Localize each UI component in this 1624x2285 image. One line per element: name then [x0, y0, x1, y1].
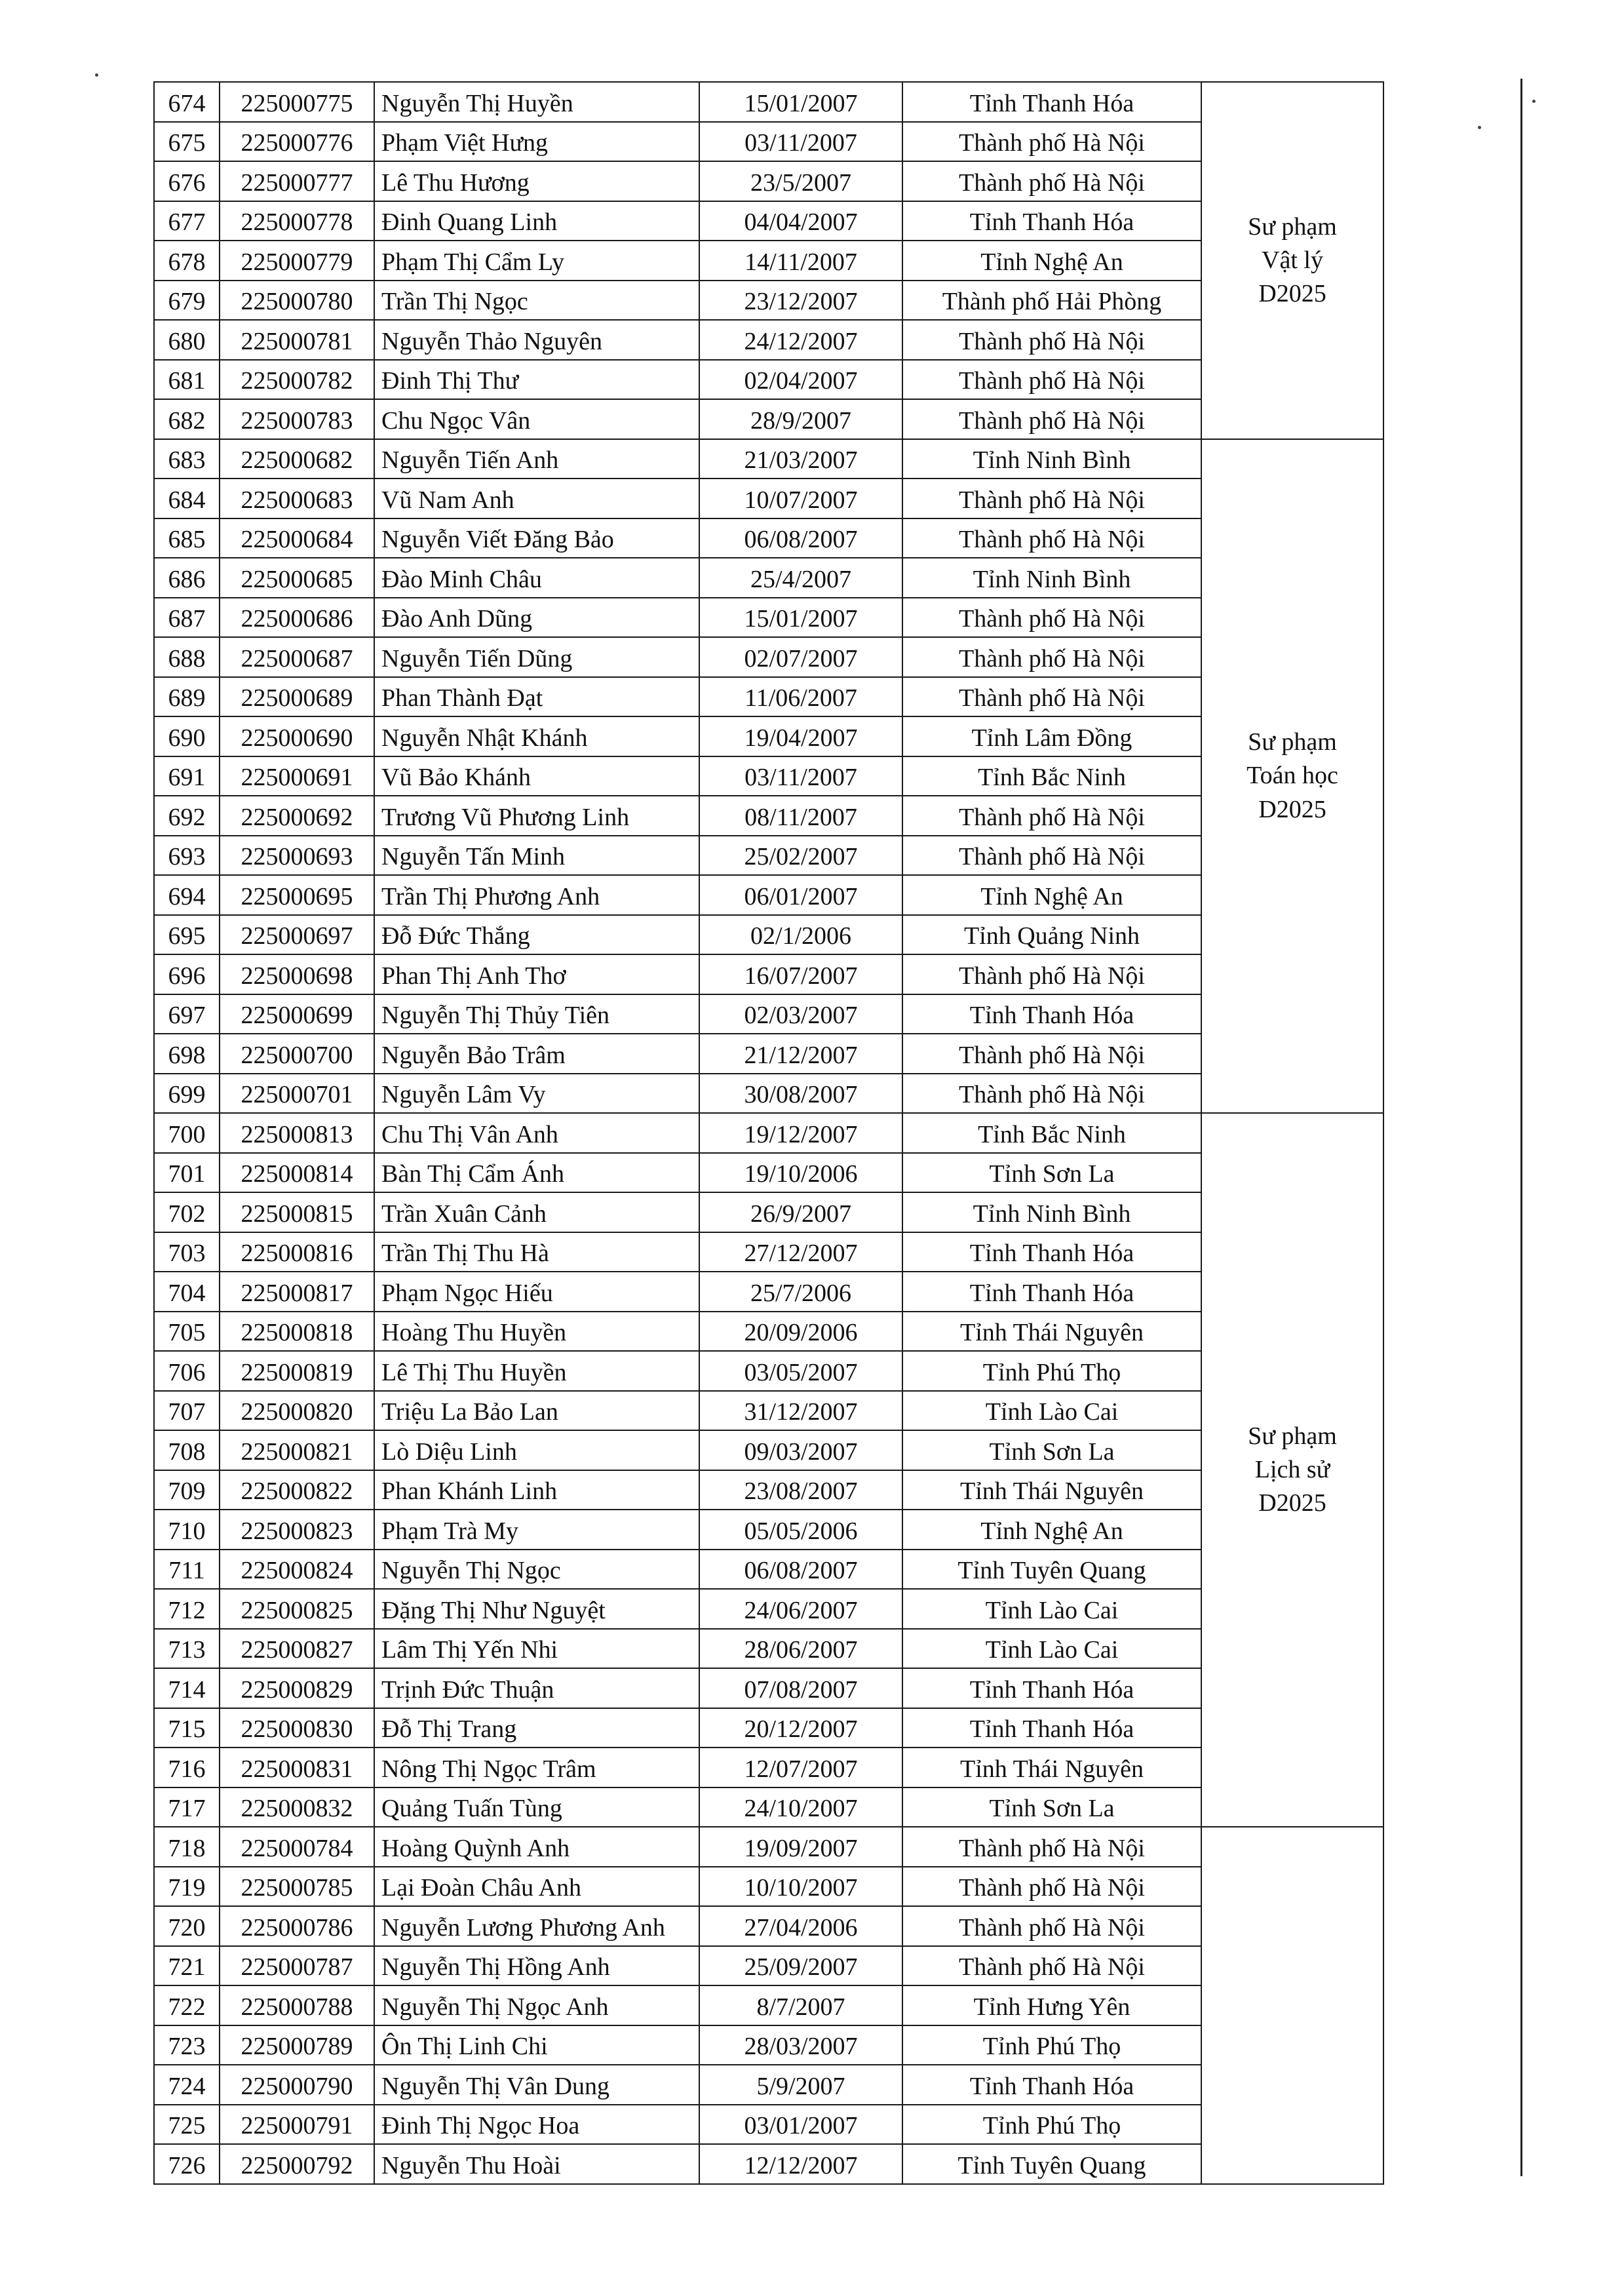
birth-date-cell: 27/04/2006	[699, 1905, 903, 1947]
program-group-cell	[1201, 1826, 1384, 2185]
scan-speck	[1478, 126, 1481, 129]
student-code-cell: 225000790	[219, 2064, 375, 2105]
hometown-cell: Thành phố Hà Nội	[902, 478, 1202, 519]
full-name-cell: Đào Minh Châu	[374, 557, 700, 598]
full-name-cell: Nguyễn Tiến Anh	[374, 439, 700, 479]
birth-date-cell: 24/12/2007	[699, 319, 903, 361]
student-code-cell: 225000830	[219, 1708, 375, 1748]
student-code-cell: 225000827	[219, 1628, 375, 1669]
hometown-cell: Thành phố Hà Nội	[902, 636, 1202, 678]
stt-cell: 703	[153, 1232, 220, 1272]
stt-cell: 704	[153, 1271, 220, 1312]
program-group-cell	[1201, 81, 1384, 440]
hometown-cell: Tỉnh Thanh Hóa	[902, 201, 1202, 241]
birth-date-cell: 06/08/2007	[699, 518, 903, 558]
stt-cell: 678	[153, 240, 220, 281]
birth-date-cell: 28/03/2007	[699, 2025, 903, 2065]
full-name-cell: Nguyễn Nhật Khánh	[374, 716, 700, 757]
birth-date-cell: 19/12/2007	[699, 1112, 903, 1154]
full-name-cell: Nguyễn Lâm Vy	[374, 1073, 700, 1114]
stt-cell: 677	[153, 201, 220, 241]
hometown-cell: Tỉnh Lào Cai	[902, 1588, 1202, 1630]
student-code-cell: 225000780	[219, 280, 375, 321]
student-code-cell: 225000820	[219, 1390, 375, 1431]
stt-cell: 679	[153, 280, 220, 321]
hometown-cell: Thành phố Hà Nội	[902, 835, 1202, 876]
stt-cell: 726	[153, 2143, 220, 2185]
stt-cell: 710	[153, 1509, 220, 1550]
full-name-cell: Trần Thị Ngọc	[374, 280, 700, 321]
full-name-cell: Quảng Tuấn Tùng	[374, 1787, 700, 1827]
stt-cell: 694	[153, 874, 220, 916]
stt-cell: 721	[153, 1945, 220, 1986]
full-name-cell: Phan Thành Đạt	[374, 676, 700, 717]
full-name-cell: Nguyễn Viết Đăng Bảo	[374, 518, 700, 558]
birth-date-cell: 30/08/2007	[699, 1073, 903, 1114]
program-group-cell	[1201, 1112, 1384, 1827]
birth-date-cell: 16/07/2007	[699, 954, 903, 995]
full-name-cell: Nguyễn Tiến Dũng	[374, 636, 700, 678]
student-code-cell: 225000777	[219, 161, 375, 202]
student-code-cell: 225000687	[219, 636, 375, 678]
birth-date-cell: 31/12/2007	[699, 1390, 903, 1431]
full-name-cell: Nguyễn Lương Phương Anh	[374, 1905, 700, 1947]
stt-cell: 718	[153, 1826, 220, 1867]
student-code-cell: 225000791	[219, 2104, 375, 2145]
student-code-cell: 225000787	[219, 1945, 375, 1986]
student-code-cell: 225000789	[219, 2025, 375, 2065]
stt-cell: 723	[153, 2025, 220, 2065]
student-code-cell: 225000698	[219, 954, 375, 995]
birth-date-cell: 19/04/2007	[699, 716, 903, 757]
scan-speck	[1532, 100, 1536, 103]
full-name-cell: Lê Thị Thu Huyền	[374, 1350, 700, 1392]
full-name-cell: Phạm Việt Hưng	[374, 121, 700, 162]
student-code-cell: 225000824	[219, 1549, 375, 1590]
program-group-line: Vật lý	[1262, 246, 1323, 274]
full-name-cell: Nguyễn Bảo Trâm	[374, 1033, 700, 1074]
student-code-cell: 225000775	[219, 81, 375, 123]
stt-cell: 680	[153, 319, 220, 361]
birth-date-cell: 02/04/2007	[699, 359, 903, 400]
student-code-cell: 225000693	[219, 835, 375, 876]
stt-cell: 719	[153, 1866, 220, 1907]
stt-cell: 707	[153, 1390, 220, 1431]
stt-cell: 725	[153, 2104, 220, 2145]
birth-date-cell: 25/09/2007	[699, 1945, 903, 1986]
stt-cell: 696	[153, 954, 220, 995]
student-code-cell: 225000686	[219, 597, 375, 638]
birth-date-cell: 24/06/2007	[699, 1588, 903, 1630]
student-code-cell: 225000792	[219, 2143, 375, 2185]
birth-date-cell: 19/10/2006	[699, 1152, 903, 1193]
full-name-cell: Đinh Thị Thư	[374, 359, 700, 400]
birth-date-cell: 02/1/2006	[699, 914, 903, 955]
birth-date-cell: 23/12/2007	[699, 280, 903, 321]
student-code-cell: 225000822	[219, 1470, 375, 1510]
birth-date-cell: 04/04/2007	[699, 201, 903, 241]
full-name-cell: Nguyễn Thu Hoài	[374, 2143, 700, 2185]
hometown-cell: Tỉnh Thanh Hóa	[902, 2064, 1202, 2105]
full-name-cell: Hoàng Quỳnh Anh	[374, 1826, 700, 1867]
student-code-cell: 225000781	[219, 319, 375, 361]
hometown-cell: Tỉnh Phú Thọ	[902, 2025, 1202, 2065]
full-name-cell: Đỗ Đức Thắng	[374, 914, 700, 955]
full-name-cell: Nguyễn Thị Thủy Tiên	[374, 994, 700, 1034]
stt-cell: 684	[153, 478, 220, 519]
hometown-cell: Tỉnh Ninh Bình	[902, 557, 1202, 598]
birth-date-cell: 21/03/2007	[699, 439, 903, 479]
student-code-cell: 225000818	[219, 1311, 375, 1352]
student-code-cell: 225000825	[219, 1588, 375, 1630]
hometown-cell: Tỉnh Lâm Đồng	[902, 716, 1202, 757]
stt-cell: 715	[153, 1708, 220, 1748]
hometown-cell: Thành phố Hà Nội	[902, 161, 1202, 202]
stt-cell: 691	[153, 756, 220, 796]
birth-date-cell: 07/08/2007	[699, 1668, 903, 1709]
hometown-cell: Thành phố Hà Nội	[902, 1866, 1202, 1907]
birth-date-cell: 20/09/2006	[699, 1311, 903, 1352]
student-code-cell: 225000689	[219, 676, 375, 717]
stt-cell: 702	[153, 1192, 220, 1233]
student-code-cell: 225000683	[219, 478, 375, 519]
birth-date-cell: 25/02/2007	[699, 835, 903, 876]
hometown-cell: Tỉnh Phú Thọ	[902, 2104, 1202, 2145]
stt-cell: 709	[153, 1470, 220, 1510]
birth-date-cell: 23/08/2007	[699, 1470, 903, 1510]
hometown-cell: Tỉnh Phú Thọ	[902, 1350, 1202, 1392]
birth-date-cell: 11/06/2007	[699, 676, 903, 717]
stt-cell: 685	[153, 518, 220, 558]
hometown-cell: Thành phố Hà Nội	[902, 359, 1202, 400]
full-name-cell: Hoàng Thu Huyền	[374, 1311, 700, 1352]
hometown-cell: Tỉnh Thanh Hóa	[902, 81, 1202, 123]
birth-date-cell: 26/9/2007	[699, 1192, 903, 1233]
birth-date-cell: 21/12/2007	[699, 1033, 903, 1074]
student-code-cell: 225000784	[219, 1826, 375, 1867]
hometown-cell: Tỉnh Bắc Ninh	[902, 756, 1202, 796]
stt-cell: 689	[153, 676, 220, 717]
full-name-cell: Bàn Thị Cẩm Ánh	[374, 1152, 700, 1193]
program-group-label	[1248, 1420, 1337, 1521]
student-code-cell: 225000788	[219, 1985, 375, 2026]
student-code-cell: 225000778	[219, 201, 375, 241]
full-name-cell: Nguyễn Tấn Minh	[374, 835, 700, 876]
birth-date-cell: 15/01/2007	[699, 597, 903, 638]
hometown-cell: Tỉnh Ninh Bình	[902, 439, 1202, 479]
scan-speck	[95, 73, 98, 77]
student-code-cell: 225000699	[219, 994, 375, 1034]
full-name-cell: Lại Đoàn Châu Anh	[374, 1866, 700, 1907]
birth-date-cell: 5/9/2007	[699, 2064, 903, 2105]
hometown-cell: Thành phố Hà Nội	[902, 121, 1202, 162]
student-code-cell: 225000785	[219, 1866, 375, 1907]
full-name-cell: Triệu La Bảo Lan	[374, 1390, 700, 1431]
stt-cell: 697	[153, 994, 220, 1034]
full-name-cell: Đinh Thị Ngọc Hoa	[374, 2104, 700, 2145]
birth-date-cell: 05/05/2006	[699, 1509, 903, 1550]
birth-date-cell: 14/11/2007	[699, 240, 903, 281]
hometown-cell: Tỉnh Lào Cai	[902, 1390, 1202, 1431]
program-group-line: Lịch sử	[1254, 1455, 1330, 1483]
student-code-cell: 225000682	[219, 439, 375, 479]
hometown-cell: Thành phố Hà Nội	[902, 597, 1202, 638]
hometown-cell: Thành phố Hà Nội	[902, 1905, 1202, 1947]
hometown-cell: Tỉnh Thanh Hóa	[902, 1708, 1202, 1748]
full-name-cell: Trần Xuân Cảnh	[374, 1192, 700, 1233]
full-name-cell: Đặng Thị Như Nguyệt	[374, 1588, 700, 1630]
stt-cell: 711	[153, 1549, 220, 1590]
program-group-line: Sư phạm	[1248, 1422, 1337, 1450]
student-code-cell: 225000691	[219, 756, 375, 796]
hometown-cell: Thành phố Hà Nội	[902, 1033, 1202, 1074]
stt-cell: 676	[153, 161, 220, 202]
student-code-cell: 225000815	[219, 1192, 375, 1233]
student-code-cell: 225000819	[219, 1350, 375, 1392]
full-name-cell: Nguyễn Thị Ngọc	[374, 1549, 700, 1590]
student-code-cell: 225000783	[219, 399, 375, 440]
hometown-cell: Tỉnh Hưng Yên	[902, 1985, 1202, 2026]
stt-cell: 716	[153, 1747, 220, 1788]
student-code-cell: 225000701	[219, 1073, 375, 1114]
hometown-cell: Tỉnh Quảng Ninh	[902, 914, 1202, 955]
birth-date-cell: 20/12/2007	[699, 1708, 903, 1748]
hometown-cell: Thành phố Hà Nội	[902, 1945, 1202, 1986]
hometown-cell: Tỉnh Tuyên Quang	[902, 1549, 1202, 1590]
birth-date-cell: 09/03/2007	[699, 1430, 903, 1471]
program-group-label	[1248, 210, 1337, 311]
stt-cell: 686	[153, 557, 220, 598]
hometown-cell: Tỉnh Thái Nguyên	[902, 1311, 1202, 1352]
student-code-cell: 225000685	[219, 557, 375, 598]
hometown-cell: Tỉnh Ninh Bình	[902, 1192, 1202, 1233]
full-name-cell: Trương Vũ Phương Linh	[374, 795, 700, 836]
full-name-cell: Đinh Quang Linh	[374, 201, 700, 241]
student-code-cell: 225000782	[219, 359, 375, 400]
birth-date-cell: 02/03/2007	[699, 994, 903, 1034]
birth-date-cell: 12/07/2007	[699, 1747, 903, 1788]
program-group-line: Sư phạm	[1248, 728, 1337, 756]
hometown-cell: Tỉnh Sơn La	[902, 1152, 1202, 1193]
full-name-cell: Lê Thu Hương	[374, 161, 700, 202]
stt-cell: 717	[153, 1787, 220, 1827]
stt-cell: 682	[153, 399, 220, 440]
hometown-cell: Tỉnh Sơn La	[902, 1430, 1202, 1471]
student-code-cell: 225000776	[219, 121, 375, 162]
full-name-cell: Nguyễn Thị Hồng Anh	[374, 1945, 700, 1986]
birth-date-cell: 28/9/2007	[699, 399, 903, 440]
hometown-cell: Thành phố Hà Nội	[902, 399, 1202, 440]
stt-cell: 705	[153, 1311, 220, 1352]
program-group-label	[1247, 726, 1338, 827]
stt-cell: 699	[153, 1073, 220, 1114]
stt-cell: 693	[153, 835, 220, 876]
hometown-cell: Thành phố Hà Nội	[902, 676, 1202, 717]
hometown-cell: Thành phố Hà Nội	[902, 319, 1202, 361]
full-name-cell: Nguyễn Thảo Nguyên	[374, 319, 700, 361]
stt-cell: 687	[153, 597, 220, 638]
student-code-cell: 225000786	[219, 1905, 375, 1947]
student-code-cell: 225000831	[219, 1747, 375, 1788]
hometown-cell: Tỉnh Lào Cai	[902, 1628, 1202, 1669]
birth-date-cell: 27/12/2007	[699, 1232, 903, 1272]
stt-cell: 681	[153, 359, 220, 400]
birth-date-cell: 03/01/2007	[699, 2104, 903, 2145]
stt-cell: 683	[153, 439, 220, 479]
hometown-cell: Tỉnh Tuyên Quang	[902, 2143, 1202, 2185]
full-name-cell: Lâm Thị Yến Nhi	[374, 1628, 700, 1669]
stt-cell: 701	[153, 1152, 220, 1193]
full-name-cell: Nguyễn Thị Vân Dung	[374, 2064, 700, 2105]
full-name-cell: Phạm Trà My	[374, 1509, 700, 1550]
full-name-cell: Vũ Nam Anh	[374, 478, 700, 519]
full-name-cell: Trần Thị Phương Anh	[374, 874, 700, 916]
student-code-cell: 225000700	[219, 1033, 375, 1074]
hometown-cell: Tỉnh Thanh Hóa	[902, 1232, 1202, 1272]
full-name-cell: Phan Khánh Linh	[374, 1470, 700, 1510]
student-code-cell: 225000813	[219, 1112, 375, 1154]
full-name-cell: Vũ Bảo Khánh	[374, 756, 700, 796]
stt-cell: 692	[153, 795, 220, 836]
full-name-cell: Trần Thị Thu Hà	[374, 1232, 700, 1272]
stt-cell: 724	[153, 2064, 220, 2105]
hometown-cell: Tỉnh Thanh Hóa	[902, 994, 1202, 1034]
birth-date-cell: 06/08/2007	[699, 1549, 903, 1590]
student-code-cell: 225000832	[219, 1787, 375, 1827]
stt-cell: 713	[153, 1628, 220, 1669]
birth-date-cell: 25/7/2006	[699, 1271, 903, 1312]
student-code-cell: 225000690	[219, 716, 375, 757]
hometown-cell: Tỉnh Bắc Ninh	[902, 1112, 1202, 1154]
stt-cell: 695	[153, 914, 220, 955]
birth-date-cell: 19/09/2007	[699, 1826, 903, 1867]
full-name-cell: Nguyễn Thị Huyền	[374, 81, 700, 123]
program-group-line: Sư phạm	[1248, 212, 1337, 241]
hometown-cell: Thành phố Hà Nội	[902, 1826, 1202, 1867]
full-name-cell: Chu Thị Vân Anh	[374, 1112, 700, 1154]
birth-date-cell: 24/10/2007	[699, 1787, 903, 1827]
full-name-cell: Trịnh Đức Thuận	[374, 1668, 700, 1709]
stt-cell: 706	[153, 1350, 220, 1392]
hometown-cell: Tỉnh Thái Nguyên	[902, 1470, 1202, 1510]
stt-cell: 712	[153, 1588, 220, 1630]
hometown-cell: Thành phố Hà Nội	[902, 795, 1202, 836]
stt-cell: 720	[153, 1905, 220, 1947]
student-code-cell: 225000697	[219, 914, 375, 955]
hometown-cell: Thành phố Hà Nội	[902, 518, 1202, 558]
student-code-cell: 225000814	[219, 1152, 375, 1193]
birth-date-cell: 02/07/2007	[699, 636, 903, 678]
hometown-cell: Tỉnh Thanh Hóa	[902, 1668, 1202, 1709]
stt-cell: 708	[153, 1430, 220, 1471]
hometown-cell: Tỉnh Nghệ An	[902, 874, 1202, 916]
program-group-line: D2025	[1258, 280, 1326, 308]
student-code-cell: 225000695	[219, 874, 375, 916]
birth-date-cell: 23/5/2007	[699, 161, 903, 202]
full-name-cell: Chu Ngọc Vân	[374, 399, 700, 440]
birth-date-cell: 12/12/2007	[699, 2143, 903, 2185]
birth-date-cell: 10/07/2007	[699, 478, 903, 519]
stt-cell: 698	[153, 1033, 220, 1074]
birth-date-cell: 06/01/2007	[699, 874, 903, 916]
hometown-cell: Tỉnh Nghệ An	[902, 240, 1202, 281]
student-code-cell: 225000779	[219, 240, 375, 281]
birth-date-cell: 08/11/2007	[699, 795, 903, 836]
birth-date-cell: 10/10/2007	[699, 1866, 903, 1907]
full-name-cell: Nguyễn Thị Ngọc Anh	[374, 1985, 700, 2026]
student-code-cell: 225000816	[219, 1232, 375, 1272]
student-code-cell: 225000817	[219, 1271, 375, 1312]
birth-date-cell: 03/05/2007	[699, 1350, 903, 1392]
hometown-cell: Tỉnh Thái Nguyên	[902, 1747, 1202, 1788]
program-group-line: D2025	[1258, 795, 1326, 823]
birth-date-cell: 8/7/2007	[699, 1985, 903, 2026]
birth-date-cell: 25/4/2007	[699, 557, 903, 598]
student-code-cell: 225000823	[219, 1509, 375, 1550]
hometown-cell: Tỉnh Nghệ An	[902, 1509, 1202, 1550]
full-name-cell: Ôn Thị Linh Chi	[374, 2025, 700, 2065]
birth-date-cell: 03/11/2007	[699, 756, 903, 796]
stt-cell: 675	[153, 121, 220, 162]
full-name-cell: Lò Diệu Linh	[374, 1430, 700, 1471]
hometown-cell: Thành phố Hải Phòng	[902, 280, 1202, 321]
hometown-cell: Thành phố Hà Nội	[902, 1073, 1202, 1114]
full-name-cell: Nông Thị Ngọc Trâm	[374, 1747, 700, 1788]
stt-cell: 674	[153, 81, 220, 123]
stt-cell: 714	[153, 1668, 220, 1709]
birth-date-cell: 03/11/2007	[699, 121, 903, 162]
full-name-cell: Phạm Thị Cẩm Ly	[374, 240, 700, 281]
full-name-cell: Đỗ Thị Trang	[374, 1708, 700, 1748]
student-code-cell: 225000692	[219, 795, 375, 836]
stt-cell: 722	[153, 1985, 220, 2026]
student-code-cell: 225000684	[219, 518, 375, 558]
birth-date-cell: 28/06/2007	[699, 1628, 903, 1669]
right-margin-rule	[1520, 79, 1522, 2176]
student-code-cell: 225000829	[219, 1668, 375, 1709]
program-group-line: Toán học	[1247, 762, 1338, 790]
hometown-cell: Tỉnh Thanh Hóa	[902, 1271, 1202, 1312]
program-group-line: D2025	[1258, 1489, 1326, 1517]
hometown-cell: Tỉnh Sơn La	[902, 1787, 1202, 1827]
stt-cell: 690	[153, 716, 220, 757]
student-code-cell: 225000821	[219, 1430, 375, 1471]
full-name-cell: Phan Thị Anh Thơ	[374, 954, 700, 995]
full-name-cell: Đào Anh Dũng	[374, 597, 700, 638]
hometown-cell: Thành phố Hà Nội	[902, 954, 1202, 995]
stt-cell: 700	[153, 1112, 220, 1154]
full-name-cell: Phạm Ngọc Hiếu	[374, 1271, 700, 1312]
stt-cell: 688	[153, 636, 220, 678]
program-group-cell	[1201, 439, 1384, 1114]
birth-date-cell: 15/01/2007	[699, 81, 903, 123]
